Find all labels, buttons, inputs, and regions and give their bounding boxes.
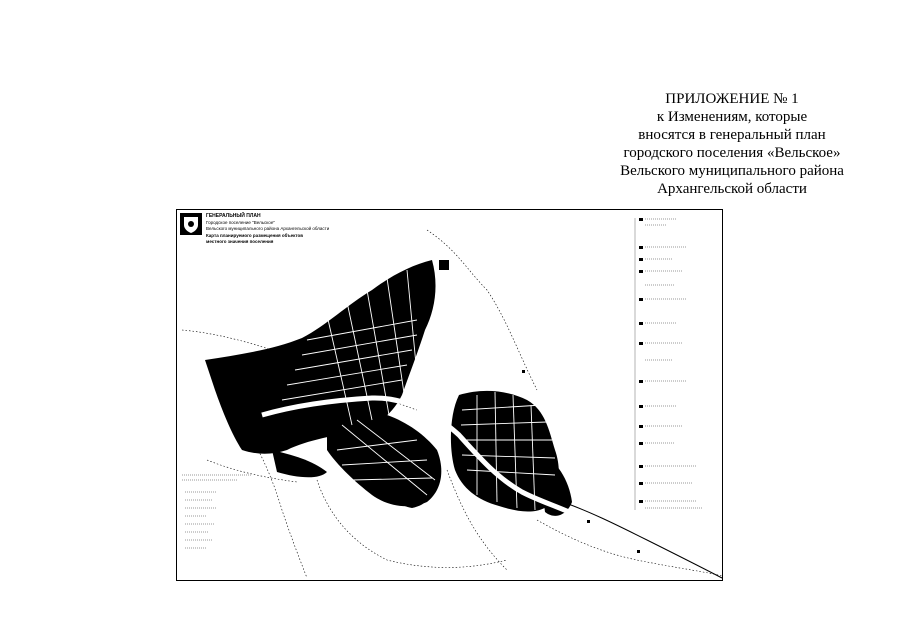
appendix-line-6: Архангельской области [657, 181, 807, 197]
appendix-line-1: ПРИЛОЖЕНИЕ № 1 [665, 91, 799, 107]
stamp-district: Вельского муниципального района Архангельской области [206, 226, 330, 231]
coat-of-arms-icon [180, 213, 202, 235]
stamp-settlement: Городское поселение "Вельское" [206, 220, 275, 225]
appendix-line-2: к Изменениям, которые [656, 109, 808, 125]
stamp-map-title-2: местного значения поселения [206, 239, 274, 244]
appendix-line-4: городского поселения «Вельское» [623, 145, 841, 161]
legend [635, 218, 702, 510]
appendix-line-3: вносятся в генеральный план [638, 127, 826, 143]
appendix-line-5: Вельского муниципального района [620, 163, 844, 179]
map-drawing [177, 210, 723, 581]
railway [557, 500, 722, 578]
notes-block [182, 475, 252, 548]
stamp-map-title-1: Карта планируемого размещения объектов [206, 233, 304, 238]
general-plan-map [176, 209, 723, 581]
stamp-title: ГЕНЕРАЛЬНЫЙ ПЛАН [206, 213, 261, 219]
appendix-heading [612, 90, 852, 198]
